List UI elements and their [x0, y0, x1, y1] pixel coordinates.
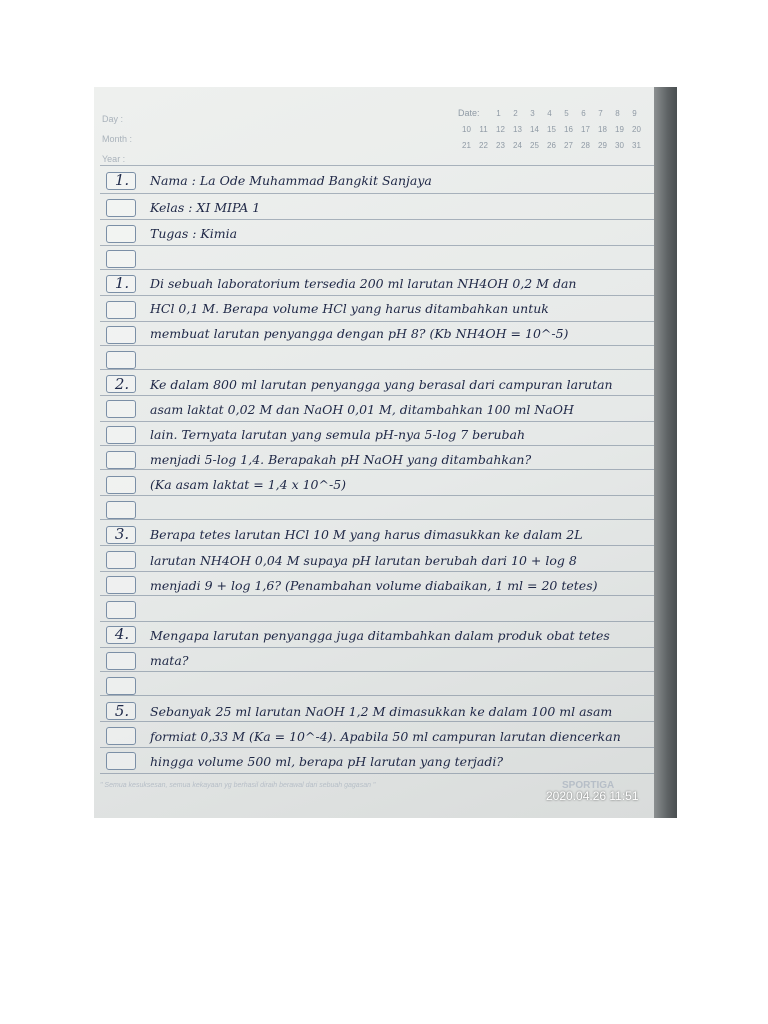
- question-number: 3.: [114, 525, 130, 543]
- date-cell: 7: [598, 108, 603, 118]
- row-box: [106, 752, 136, 770]
- date-row: [458, 121, 645, 137]
- year-label: Year :: [102, 154, 126, 164]
- date-cell: 12: [496, 124, 505, 134]
- row-box: [106, 301, 136, 319]
- row-box: [106, 326, 136, 344]
- row-box: [106, 476, 136, 494]
- date-cell: 28: [581, 140, 590, 150]
- ruled-line: [100, 647, 654, 648]
- date-cell: 23: [496, 140, 505, 150]
- date-cell: 11: [479, 124, 488, 134]
- date-cell: 26: [547, 140, 556, 150]
- row-box: [106, 451, 136, 469]
- task-subject: Tugas : Kimia: [150, 226, 238, 241]
- date-cell: 2: [513, 108, 518, 118]
- ruled-line: [100, 695, 654, 696]
- ruled-line: [100, 671, 654, 672]
- date-cell: 15: [547, 124, 556, 134]
- question-line: menjadi 9 + log 1,6? (Penambahan volume diabaikan, 1 ml = 20 tetes): [150, 578, 598, 593]
- question-line: HCl 0,1 M. Berapa volume HCl yang harus ditambahkan untuk: [150, 301, 549, 316]
- question-number: 2.: [114, 375, 130, 393]
- date-cell: 19: [615, 124, 624, 134]
- ruled-line: [100, 245, 654, 246]
- ruled-line: [100, 219, 654, 220]
- date-cell: 1: [496, 108, 501, 118]
- question-line: Berapa tetes larutan HCl 10 M yang harus dimasukkan ke dalam 2L: [150, 527, 583, 542]
- row-box: [106, 225, 136, 243]
- date-cell: 27: [564, 140, 573, 150]
- row-box: [106, 351, 136, 369]
- notebook-photo: [94, 87, 677, 818]
- question-number: 1.: [114, 274, 130, 292]
- question-line: membuat larutan penyangga dengan pH 8? (Kb NH4OH = 10^-5): [150, 326, 569, 341]
- question-line: lain. Ternyata larutan yang semula pH-nya 5-log 7 berubah: [150, 427, 526, 442]
- ruled-line: [100, 621, 654, 622]
- ruled-line: [100, 495, 654, 496]
- ruled-line: [100, 747, 654, 748]
- row-box: [106, 250, 136, 268]
- student-class: Kelas : XI MIPA 1: [150, 200, 261, 215]
- day-label: Day :: [102, 114, 124, 124]
- date-cell: 5: [564, 108, 569, 118]
- date-grid: [458, 105, 645, 153]
- date-cell: 18: [598, 124, 607, 134]
- ruled-line: [100, 469, 654, 470]
- date-cell: 14: [530, 124, 539, 134]
- question-line: (Ka asam laktat = 1,4 x 10^-5): [150, 477, 347, 492]
- student-name: Nama : La Ode Muhammad Bangkit Sanjaya: [150, 173, 432, 188]
- date-cell: 6: [581, 108, 586, 118]
- ruled-line: [100, 519, 654, 520]
- row-box: [106, 400, 136, 418]
- page-edge-shadow: [654, 87, 677, 818]
- identity-number: 1.: [114, 171, 130, 189]
- ruled-line: [100, 321, 654, 322]
- date-cell: 21: [462, 140, 471, 150]
- question-line: formiat 0,33 M (Ka = 10^-4). Apabila 50 ml campuran larutan diencerkan: [150, 729, 621, 744]
- date-cell: 25: [530, 140, 539, 150]
- date-cell: 17: [581, 124, 590, 134]
- ruled-line: [100, 395, 654, 396]
- row-box: [106, 576, 136, 594]
- row-box: [106, 601, 136, 619]
- question-line: larutan NH4OH 0,04 M supaya pH larutan berubah dari 10 + log 8: [150, 553, 577, 568]
- row-box: [106, 652, 136, 670]
- ruled-line: [100, 595, 654, 596]
- row-box: [106, 426, 136, 444]
- ruled-line: [100, 545, 654, 546]
- notebook-motto: " Semua kesuksesan, semua kekayaan yg berhasil diraih berawal dari sebuah gagasan ": [100, 782, 376, 789]
- row-box: [106, 501, 136, 519]
- date-cell: 13: [513, 124, 522, 134]
- notebook-page: [94, 87, 654, 818]
- ruled-line: [100, 269, 654, 270]
- question-line: asam laktat 0,02 M dan NaOH 0,01 M, ditambahkan 100 ml NaOH: [150, 402, 574, 417]
- date-cell: 24: [513, 140, 522, 150]
- question-line: Ke dalam 800 ml larutan penyangga yang berasal dari campuran larutan: [150, 377, 613, 392]
- ruled-line: [100, 773, 654, 774]
- date-cell: 9: [632, 108, 637, 118]
- date-cell: 3: [530, 108, 535, 118]
- ruled-line: [100, 295, 654, 296]
- date-row: [458, 105, 645, 121]
- date-cell: 10: [462, 124, 471, 134]
- date-cell: 30: [615, 140, 624, 150]
- question-line: menjadi 5-log 1,4. Berapakah pH NaOH yang ditambahkan?: [150, 452, 532, 467]
- date-cell: 20: [632, 124, 641, 134]
- row-box: [106, 551, 136, 569]
- month-label: Month :: [102, 134, 133, 144]
- ruled-line: [100, 445, 654, 446]
- ruled-line: [100, 369, 654, 370]
- date-cell: 22: [479, 140, 488, 150]
- ruled-line: [100, 571, 654, 572]
- ruled-line: [100, 721, 654, 722]
- question-line: mata?: [150, 653, 189, 668]
- row-box: [106, 199, 136, 217]
- ruled-line: [100, 193, 654, 194]
- ruled-line: [100, 421, 654, 422]
- ruled-line: [100, 165, 654, 166]
- question-number: 4.: [114, 625, 130, 643]
- date-row: [458, 137, 645, 153]
- row-box: [106, 677, 136, 695]
- question-line: Di sebuah laboratorium tersedia 200 ml larutan NH4OH 0,2 M dan: [150, 276, 577, 291]
- date-cell: 16: [564, 124, 573, 134]
- date-cell: 31: [632, 140, 641, 150]
- date-cell: 4: [547, 108, 552, 118]
- row-box: [106, 727, 136, 745]
- date-label: Date:: [458, 108, 480, 118]
- ruled-line: [100, 345, 654, 346]
- date-cell: 8: [615, 108, 620, 118]
- header-labels: [102, 109, 132, 169]
- question-line: Mengapa larutan penyangga juga ditambahkan dalam produk obat tetes: [150, 628, 610, 643]
- question-number: 5.: [114, 702, 130, 720]
- question-line: hingga volume 500 ml, berapa pH larutan yang terjadi?: [150, 754, 504, 769]
- photo-timestamp: 2020.04.26 11:51: [546, 789, 639, 803]
- date-cell: 29: [598, 140, 607, 150]
- notebook-brand: SPORTIGA: [562, 780, 615, 791]
- question-line: Sebanyak 25 ml larutan NaOH 1,2 M dimasukkan ke dalam 100 ml asam: [150, 704, 613, 719]
